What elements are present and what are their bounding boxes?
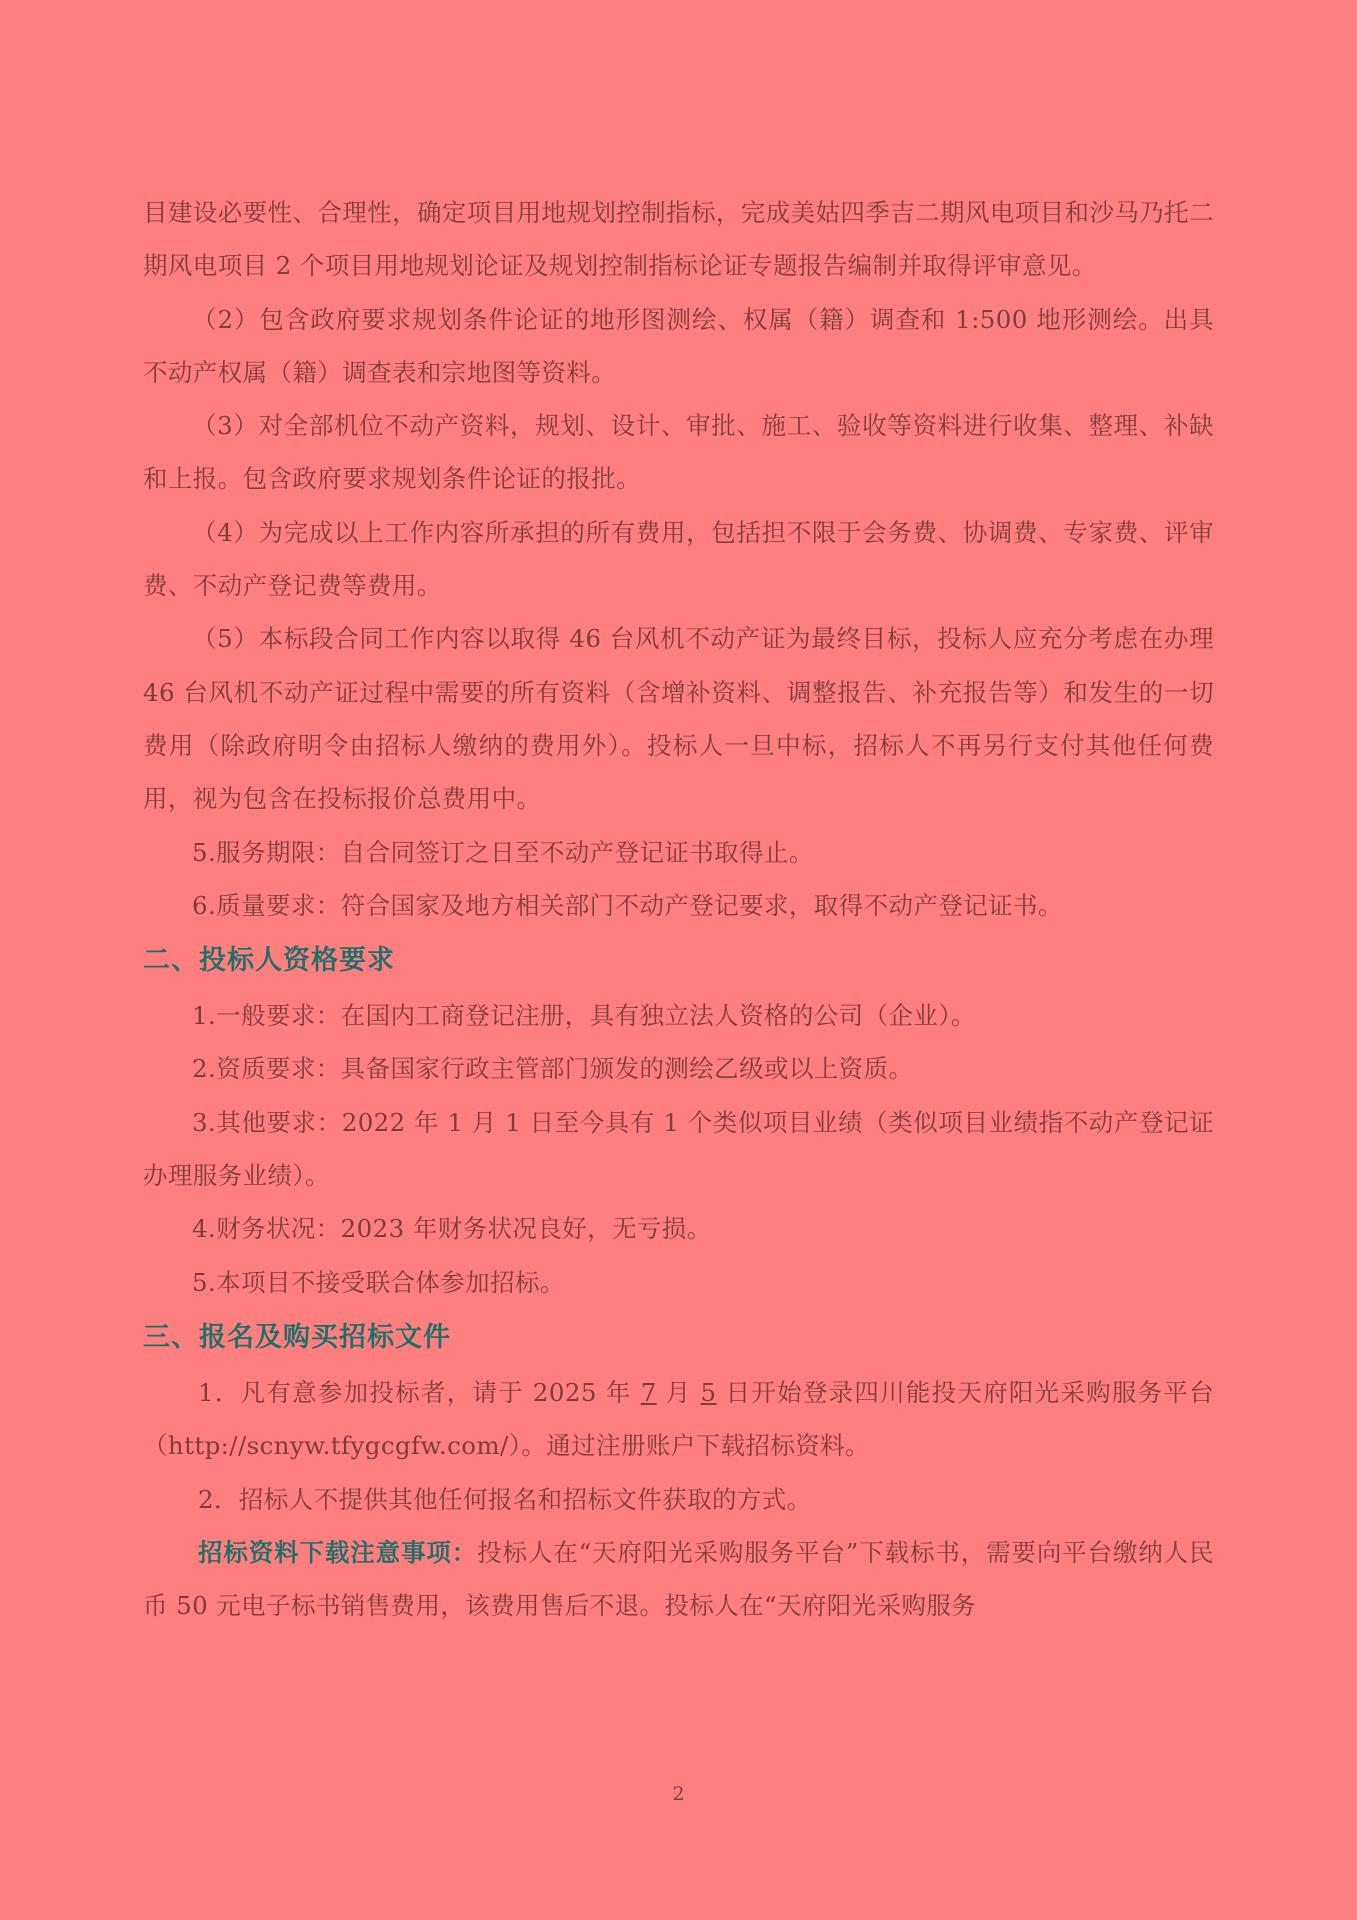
registration-item-1-start: 1．凡有意参加投标者，请于 2025 年 (198, 1377, 641, 1407)
document-page (143, 186, 1214, 1632)
section-heading-registration: 三、报名及购买招标文件 (143, 1321, 451, 1353)
qualification-other: 3.其他要求：2022 年 1 月 1 日至今具有 1 个类似项目业绩（类似项目业绩指不动产登记证办理服务业绩）。 (143, 1107, 1214, 1191)
paragraph-item-5: （5）本标段合同工作内容以取得 46 台风机不动产证为最终目标，投标人应充分考虑在办理 46 台风机不动产证过程中需要的所有资料（含增补资料、调整报告、补充报告等）和发生的一切费用（除政府明令由招标人缴纳的费用外）。投标人一旦中标，招标人不再另行支付其他任何费用，视为包含在投标报价总费用中。 (143, 624, 1214, 814)
registration-item-2: 2．招标人不提供其他任何报名和招标文件获取的方式。 (198, 1484, 812, 1514)
download-notice-text: 投标人在“天府阳光采购服务平台”下载标书，需要向平台缴纳人民币 50 元电子标书销售费用，该费用售后不退。投标人在“天府阳光采购服务 (143, 1537, 1214, 1621)
paragraph-service-period: 5.服务期限：自合同签订之日至不动产登记证书取得止。 (192, 837, 814, 867)
registration-day: 5 (700, 1377, 717, 1407)
paragraph-item-2: （2）包含政府要求规划条件论证的地形图测绘、权属（籍）调查和 1:500 地形测绘。出具不动产权属（籍）调查表和宗地图等资料。 (143, 304, 1214, 387)
registration-item-1-end: 日开始登录四川能投天府阳光采购服务平台（http://scnyw.tfygcgfw.com/）。通过注册账户下载招标资料。 (143, 1377, 1215, 1461)
download-notice-label: 招标资料下载注意事项： (198, 1537, 478, 1567)
registration-item-1 (143, 1366, 1214, 1473)
qualification-general: 1.一般要求：在国内工商登记注册，具有独立法人资格的公司（企业）。 (192, 1001, 976, 1031)
qualification-consortium: 5.本项目不接受联合体参加招标。 (192, 1267, 565, 1297)
paragraph-quality-requirement: 6.质量要求：符合国家及地方相关部门不动产登记要求，取得不动产登记证书。 (192, 890, 1063, 920)
page-number: 2 (672, 1783, 685, 1805)
paragraph-scope-continued: 目建设必要性、合理性，确定项目用地规划控制指标，完成美姑四季吉二期风电项目和沙马乃托二期风电项目 2 个项目用地规划论证及规划控制指标论证专题报告编制并取得评审意见。 (143, 198, 1214, 281)
qualification-finance: 4.财务状况：2023 年财务状况良好，无亏损。 (192, 1214, 712, 1244)
registration-month: 7 (640, 1377, 657, 1407)
section-heading-qualification: 二、投标人资格要求 (143, 945, 395, 977)
paragraph-item-4: （4）为完成以上工作内容所承担的所有费用，包括担不限于会务费、协调费、专家费、评审费、不动产登记费等费用。 (143, 517, 1214, 601)
qualification-certificate: 2.资质要求：具备国家行政主管部门颁发的测绘乙级或以上资质。 (192, 1054, 914, 1084)
paragraph-item-3: （3）对全部机位不动产资料，规划、设计、审批、施工、验收等资料进行收集、整理、补缺和上报。包含政府要求规划条件论证的报批。 (143, 411, 1214, 494)
download-notice (143, 1526, 1214, 1633)
registration-item-1-mid: 月 (656, 1377, 701, 1407)
